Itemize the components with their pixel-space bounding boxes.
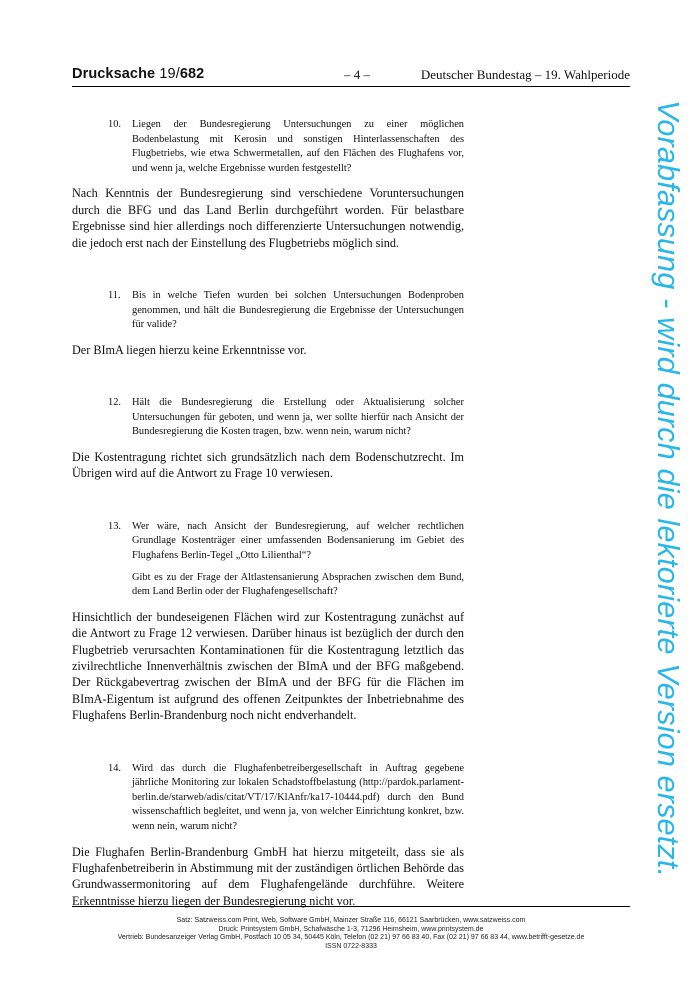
footer-line: ISSN 0722-8333 [325,942,377,950]
document-number: Drucksache 19/682 [72,66,205,82]
publisher-line: Deutscher Bundestag – 19. Wahlperiode [420,67,630,82]
page-footer [72,906,630,951]
qa-item [72,762,464,910]
question-number: 11. [108,290,121,301]
answer-text: Die Flughafen Berlin-Brandenburg GmbH hat hierzu mitgeteilt, dass sie als Flughafenbetreiberin in Abstimmung mit der zuständigen örtlichen Behörde das Grundwassermonitoring auf dem Flughafengelände durchführe. Weitere Erkenntnisse hierzu liegen der Bundesregierung nicht vor. [72,844,464,908]
question-block [72,762,464,835]
answer-text: Der BImA liegen hierzu keine Erkenntnisse vor. [72,342,307,357]
question-text: Wird das durch die Flughafenbetreibergesellschaft in Auftrag gegebene jährliche Monitoring zur lokalen Schadstoffbelastung (http://pardok.parlament-berlin.de/starweb/adis/citat/VT/17/KlAnfr/ka17-10444.pdf) durch den Bund wissenschaftlich begleitet, und wenn ja, von welcher Einrichtung konkret, bzw. wenn nein, warum nicht? [132,762,464,832]
footer-line: Vertrieb: Bundesanzeiger Verlag GmbH, Postfach 10 05 34, 50445 Köln, Telefon (02 21) 97 66 83 40, Fax (02 21) 97 66 83 44, www.betrifft-gesetze.de [117,934,585,942]
answer-text: Nach Kenntnis der Bundesregierung sind verschiedene Voruntersuchungen durch die BFG und das Land Berlin durchgeführt worden. Für belastbare Ergebnisse sind hier allerdings noch differenzierte Untersuchungen notwendig, die jedoch erst nach der Einstellung des Flugbetriebs möglich sind. [72,186,464,250]
answer-text: Hinsichtlich der bundeseigenen Flächen wird zur Kostentragung zunächst auf die Antwort zu Frage 12 verwiesen. Darüber hinaus ist bezüglich der durch den Flugbetrieb verursachten Kontaminationen für die Kostentragung letztlich das zivilrechtliche Innenverhältnis zwischen der BImA und der BFG maßgebend. Der Rückgabevertrag zwischen der BImA und der BFG für die Flächen im BImA-Eigentum ist aufgrund des offenen Zeitpunktes der Inbetriebnahme des Flughafens Berlin-Brandenburg noch nicht endverhandelt. [72,609,464,723]
answer-text: Die Kostentragung richtet sich grundsätzlich nach dem Bodenschutzrecht. Im Übrigen wird auf die Antwort zu Frage 10 verwiesen. [72,449,464,481]
question-text: Liegen der Bundesregierung Untersuchungen zu einer möglichen Bodenbelastung mit Kerosin und sonstigen Hinterlassenschaften des Flugbetriebs, wie etwa Schwermetallen, auf den Flächen des Flughafens vor, und wenn ja, welche Ergebnisse wurden festgestellt? [132,119,464,174]
qa-item [72,118,464,251]
qa-item [72,289,464,358]
qa-item [72,396,464,482]
question-text: Hält die Bundesregierung die Erstellung oder Aktualisierung solcher Untersuchungen für geboten, und wenn ja, wer sollte hierfür nach Ansicht der Bundesregierung die Kosten tragen, bzw. wenn nein, warum nicht? [132,397,464,438]
question-block [72,520,464,600]
question-text: Bis in welche Tiefen wurden bei solchen Untersuchungen Bodenproben genommen, und hält die Bundesregierung die Ergebnisse der Untersuchungen für valide? [132,290,464,331]
document-body [72,118,464,909]
question-number: 14. [108,762,121,774]
draft-watermark [648,100,688,896]
question-text: Gibt es zu der Frage der Altlastensanierung Absprachen zwischen dem Bund, dem Land Berlin oder der Flughafengesellschaft? [132,571,464,598]
qa-item [72,520,464,724]
footer-line: Satz: Satzweiss.com Print, Web, Software GmbH, Mainzer Straße 116, 66121 Saarbrücken, www.satzweiss.com [176,917,526,924]
question-number: 10. [108,119,121,130]
question-number: 13. [108,520,121,532]
question-number: 12. [108,397,121,409]
watermark-text: Vorabfassung - wird durch die lektorierte Version ersetzt. [651,100,685,878]
question-text: Wer wäre, nach Ansicht der Bundesregierung, auf welcher rechtlichen Grundlage Kostenträger einer umfassenden Bodensanierung im Gebiet des Flughafens Berlin-Tegel „Otto Lilienthal“? [132,520,464,561]
page-header [72,64,630,87]
footer-line: Druck: Printsystem GmbH, Schafwäsche 1-3, 71296 Heimsheim, www.printsystem.de [218,925,484,933]
question-block [72,289,464,333]
page-number: – 4 – [344,67,370,82]
question-block [72,396,464,440]
question-block [72,118,464,176]
